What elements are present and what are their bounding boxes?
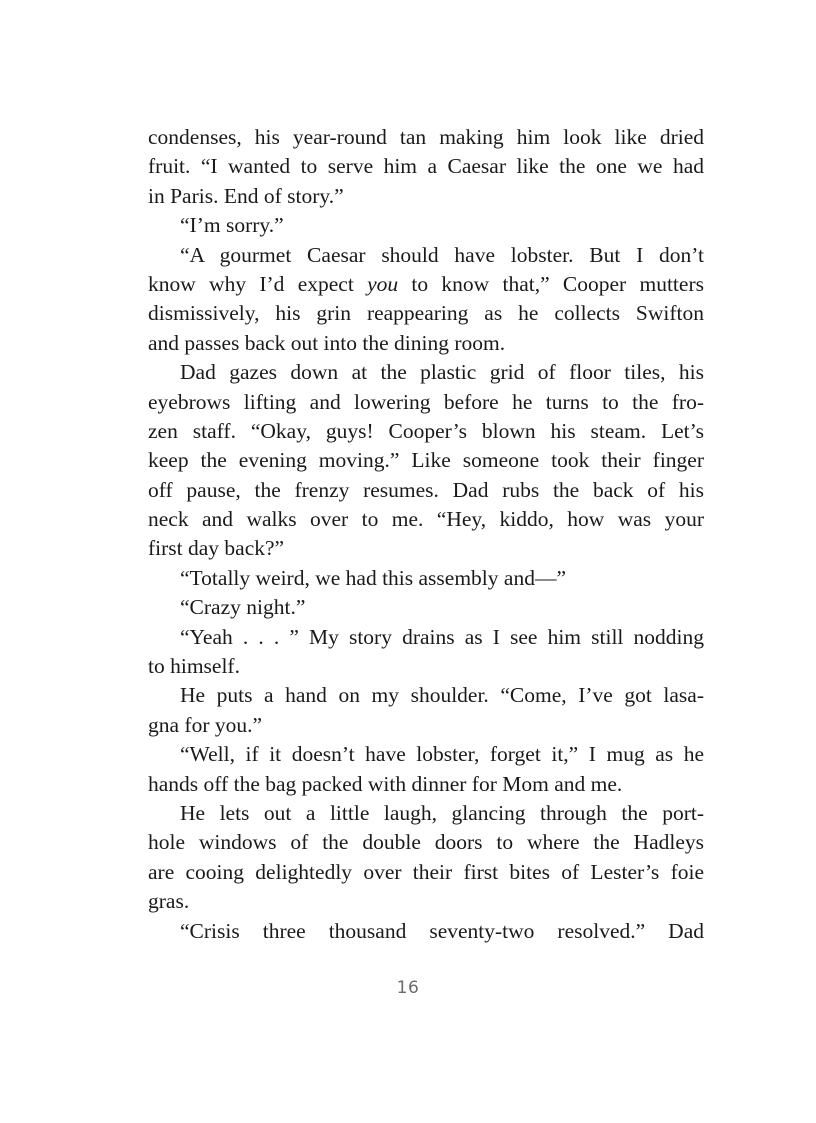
text-line: “Crisis three thousand seventy-two resolved.” Dad	[180, 918, 704, 943]
text-line: eyebrows lifting and lowering before he turns to the fro-	[148, 389, 704, 414]
text-line: first day back?”	[148, 536, 285, 561]
text-line: in Paris. End of story.”	[148, 183, 344, 208]
text-line: He lets out a little laugh, glancing through the port-	[180, 800, 704, 825]
text-line: zen staff. “Okay, guys! Cooper’s blown his steam. Let’s	[148, 418, 704, 443]
text-line: gras.	[148, 889, 190, 914]
text-line: hole windows of the double doors to where the Hadleys	[148, 830, 704, 855]
text-line: “A gourmet Caesar should have lobster. But I don’t	[180, 242, 704, 267]
text-line	[148, 270, 704, 299]
text-line: neck and walks over to me. “Hey, kiddo, how was your	[148, 507, 704, 532]
text-line: keep the evening moving.” Like someone took their finger	[148, 448, 704, 473]
text-line: off pause, the frenzy resumes. Dad rubs the back of his	[148, 477, 704, 502]
text-line: fruit. “I wanted to serve him a Caesar like the one we had	[148, 154, 704, 179]
text-line: “Yeah . . . ” My story drains as I see him still nodding	[180, 624, 704, 649]
text-line: condenses, his year-round tan making him look like dried	[148, 125, 704, 149]
emphasis-text: you	[367, 271, 399, 296]
text-line: hands off the bag packed with dinner for Mom and me.	[148, 771, 623, 796]
text-line: dismissively, his grin reappearing as he collects Swifton	[148, 301, 704, 326]
text-line: and passes back out into the dining room.	[148, 330, 506, 355]
text-line: Dad gazes down at the plastic grid of floor tiles, his	[180, 360, 704, 385]
text-line: “Well, if it doesn’t have lobster, forget it,” I mug as he	[180, 742, 704, 767]
text-line: “Totally weird, we had this assembly and—”	[180, 565, 566, 590]
text-line: gna for you.”	[148, 712, 263, 737]
text-line: “I’m sorry.”	[180, 213, 284, 238]
text-segment: to know that,” Cooper mutters	[398, 271, 704, 296]
text-line: to himself.	[148, 654, 240, 679]
text-line: He puts a hand on my shoulder. “Come, I’ve got lasa-	[180, 683, 704, 708]
text-line: are cooing delightedly over their first bites of Lester’s foie	[148, 859, 704, 884]
text-segment: know why I’d expect	[148, 271, 368, 296]
text-line: “Crazy night.”	[180, 595, 306, 620]
page-number: 16	[396, 978, 420, 998]
body-text	[148, 123, 704, 946]
